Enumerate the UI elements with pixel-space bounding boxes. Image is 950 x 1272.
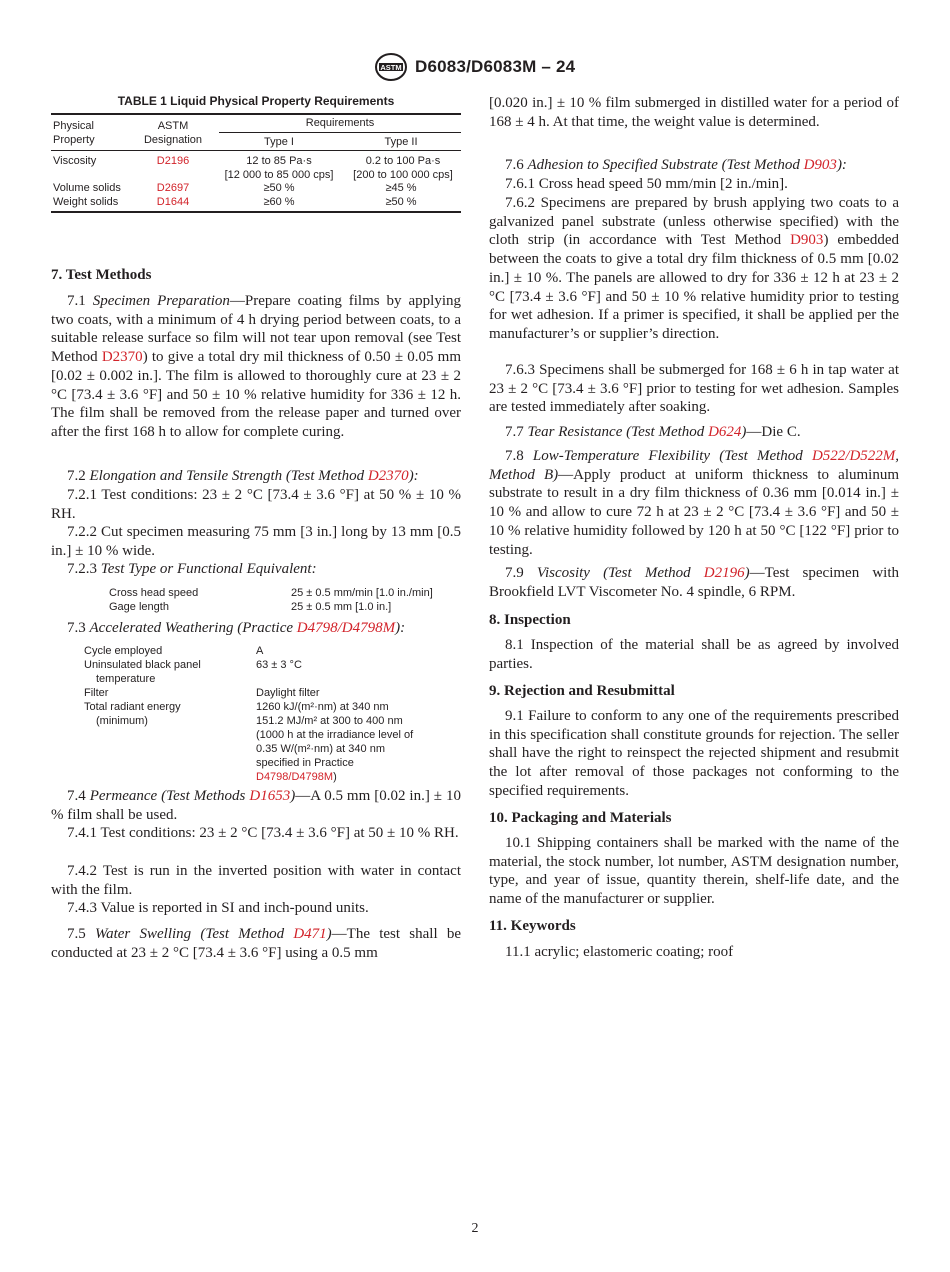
link-d2196[interactable]: D2196 <box>703 565 745 581</box>
page-number: 2 <box>471 1221 479 1236</box>
table-cell-type2: ≥50 % <box>385 196 417 208</box>
section-heading-8: 8. Inspection <box>489 612 571 628</box>
link-d2370[interactable]: D2370 <box>101 349 143 366</box>
link-d903[interactable]: D903 <box>803 157 837 173</box>
tensile-params: Cross head speed 25 ± 0.5 mm/min [1.0 in./min] Gage length 25 ± 0.5 mm [1.0 in.] <box>109 587 433 613</box>
paragraph-7-2-3: 7.2.3 Test Type or Functional Equivalent: <box>67 561 317 577</box>
table-cell-type2: 0.2 to 100 Pa·s [200 to 100 000 cps] <box>353 155 453 181</box>
section-heading-11: 11. Keywords <box>489 918 576 934</box>
table-cell-type1: 12 to 85 Pa·s [12 000 to 85 000 cps] <box>224 155 334 181</box>
paragraph-7-5: 7.5 Water Swelling (Test Method D471)—The test shall be conducted at 23 ± 2 °C [73.4 ± 3.6 °F] using a 0.5 mm <box>51 926 461 961</box>
section-heading-9: 9. Rejection and Resubmittal <box>489 683 675 699</box>
paragraph-7-7: 7.7 Tear Resistance (Test Method D624)—Die C. <box>505 424 801 440</box>
col-header-type2: Type II <box>384 136 418 148</box>
link-d471[interactable]: D471 <box>293 926 327 942</box>
paragraph-7-8: 7.8 Low-Temperature Flexibility (Test Method D522/D522M, Method B)—Apply product at uniform thickness to aluminum substrate to result in a dry film thickness of 0.36 mm [0.014 in.] ± 10 % and allow to cure 72 h at 23 ± 2 °C [73.4 ± 3.6 °F] and 50 ± 10 % relative humidity followed by 120 h at 50 °C [122 °F] prior to testing. <box>489 448 900 558</box>
paragraph-7-5-continued: [0.020 in.] ± 10 % film submerged in distilled water for a period of 168 ± 4 h. At that time, the weight value is determined. <box>489 95 899 130</box>
table-row-property: Volume solids <box>53 182 121 194</box>
astm-link-d2196[interactable]: D2196 <box>156 155 190 167</box>
link-d4798[interactable]: D4798/D4798M <box>256 771 334 783</box>
col-header-astm: ASTM Designation <box>143 120 203 146</box>
table1-title: TABLE 1 Liquid Physical Property Requirements <box>117 94 395 108</box>
page-header <box>0 52 950 84</box>
paragraph-7-4-2: 7.4.2 Test is run in the inverted position with water in contact with the film. <box>51 863 461 898</box>
paragraph-7-4-1: 7.4.1 Test conditions: 23 ± 2 °C [73.4 ± 3.6 °F] at 50 ± 10 % RH. <box>67 825 459 841</box>
astm-link-d1644[interactable]: D1644 <box>156 196 190 208</box>
document-designation: D6083/D6083M – 24 <box>415 57 576 76</box>
weathering-params: Cycle employed A Uninsulated black panel temperature 63 ± 3 °C Filter Daylight filter Total radiant energy (minimum) 1260 kJ/(m²·nm) at 340 nm 151.2 MJ/m² at 300 to 400 nm (1000 h at the irradiance level of 0.35 W/(m²·nm) at 340 nm specified in Practice D4798/D4798M) <box>84 645 414 783</box>
link-d624[interactable]: D624 <box>708 424 742 440</box>
astm-logo-icon <box>374 52 408 82</box>
link-d4798[interactable]: D4798/D4798M <box>296 620 396 636</box>
paragraph-7-6-1: 7.6.1 Cross head speed 50 mm/min [2 in./min]. <box>505 176 788 192</box>
col-header-property: Physical Property <box>53 120 95 146</box>
paragraph-7-1: 7.1 Specimen Preparation—Prepare coating films by applying two coats, with a minimum of 4 h drying period between coats, to a suitable release surface so film will not tear upon removal (see Test Method D2370) to give a total dry mil thickness of 0.50 ± 0.05 mm [0.02 ± 0.002 in.]. The film is allowed to thoroughly cure at 23 ± 2 °C [73.4 ± 3.6 °F] and 50 ± 10 % relative humidity for 336 ± 12 h. The film shall be removed from the release paper and turned over after the first 168 h to allow for complete curing. <box>51 293 461 440</box>
paragraph-10-1: 10.1 Shipping containers shall be marked with the name of the material, the stock number, lot number, ASTM designation number, type, and year of issue, quantity therein, shelf-life date, and the name of the manufacturer or supplier. <box>489 835 899 908</box>
paragraph-8-1: 8.1 Inspection of the material shall be as agreed by involved parties. <box>489 637 899 672</box>
paragraph-11-1: 11.1 acrylic; elastomeric coating; roof <box>505 944 734 960</box>
paragraph-7-4: 7.4 Permeance (Test Methods D1653)—A 0.5 mm [0.02 in.] ± 10 % film shall be used. <box>51 788 462 823</box>
astm-link-d2697[interactable]: D2697 <box>156 182 190 194</box>
table-row-property: Viscosity <box>53 155 97 167</box>
table-row-property: Weight solids <box>53 196 119 208</box>
paragraph-7-2-1: 7.2.1 Test conditions: 23 ± 2 °C [73.4 ± 3.6 °F] at 50 % ± 10 % RH. <box>51 487 461 522</box>
table-cell-type1: ≥60 % <box>263 196 295 208</box>
paragraph-7-6-3: 7.6.3 Specimens shall be submerged for 168 ± 6 h in tap water at 23 ± 2 °C [73.4 ± 3.6 °F] prior to testing for wet adhesion. Samples are tested immediately after soaking. <box>489 362 899 416</box>
col-header-type1: Type I <box>264 136 294 148</box>
link-d1653[interactable]: D1653 <box>249 788 291 804</box>
section-heading-10: 10. Packaging and Materials <box>489 810 672 826</box>
paragraph-9-1: 9.1 Failure to conform to any one of the requirements prescribed in this specification shall constitute grounds for rejection. The seller shall have the right to reinspect the rejected shipment and resubmit the lot after removal of those packages not conforming to the specified requirements. <box>489 708 899 799</box>
svg-text:ASTM: ASTM <box>380 62 402 72</box>
paragraph-7-2: 7.2 Elongation and Tensile Strength (Test Method D2370): <box>67 468 419 484</box>
paragraph-7-9: 7.9 Viscosity (Test Method D2196)—Test specimen with Brookfield LVT Viscometer No. 4 spindle, 6 RPM. <box>489 565 900 600</box>
paragraph-7-3: 7.3 Accelerated Weathering (Practice D4798/D4798M): <box>67 620 406 636</box>
paragraph-7-6-2: 7.6.2 Specimens are prepared by brush applying two coats to a galvanized panel substrate (unless otherwise specified) with the cloth strip (in accordance with Test Method D903) embedded between the coats to give a total dry film thickness of 0.5 mm [0.02 in.] ± 10 %. The panels are allowed to dry for 336 ± 12 h at 23 ± 2 °C [73.4 ± 3.6 °F] and 50 ± 10 % relative humidity prior to testing for wet adhesion. If a primer is specified, it shall be applied per the manufacturer’s or supplier’s direction. <box>489 195 899 342</box>
col-header-requirements: Requirements <box>305 117 375 129</box>
paragraph-7-2-2: 7.2.2 Cut specimen measuring 75 mm [3 in.] long by 13 mm [0.5 in.] ± 10 % wide. <box>51 524 461 559</box>
table-cell-type1: ≥50 % <box>263 182 295 194</box>
link-d522[interactable]: D522/D522M <box>811 448 896 464</box>
paragraph-7-4-3: 7.4.3 Value is reported in SI and inch-pound units. <box>67 900 369 916</box>
link-d2370[interactable]: D2370 <box>367 468 409 484</box>
table-cell-type2: ≥45 % <box>385 182 417 194</box>
section-heading-7: 7. Test Methods <box>51 267 152 283</box>
link-d903[interactable]: D903 <box>790 232 824 249</box>
paragraph-7-6: 7.6 Adhesion to Specified Substrate (Test Method D903): <box>505 157 847 173</box>
